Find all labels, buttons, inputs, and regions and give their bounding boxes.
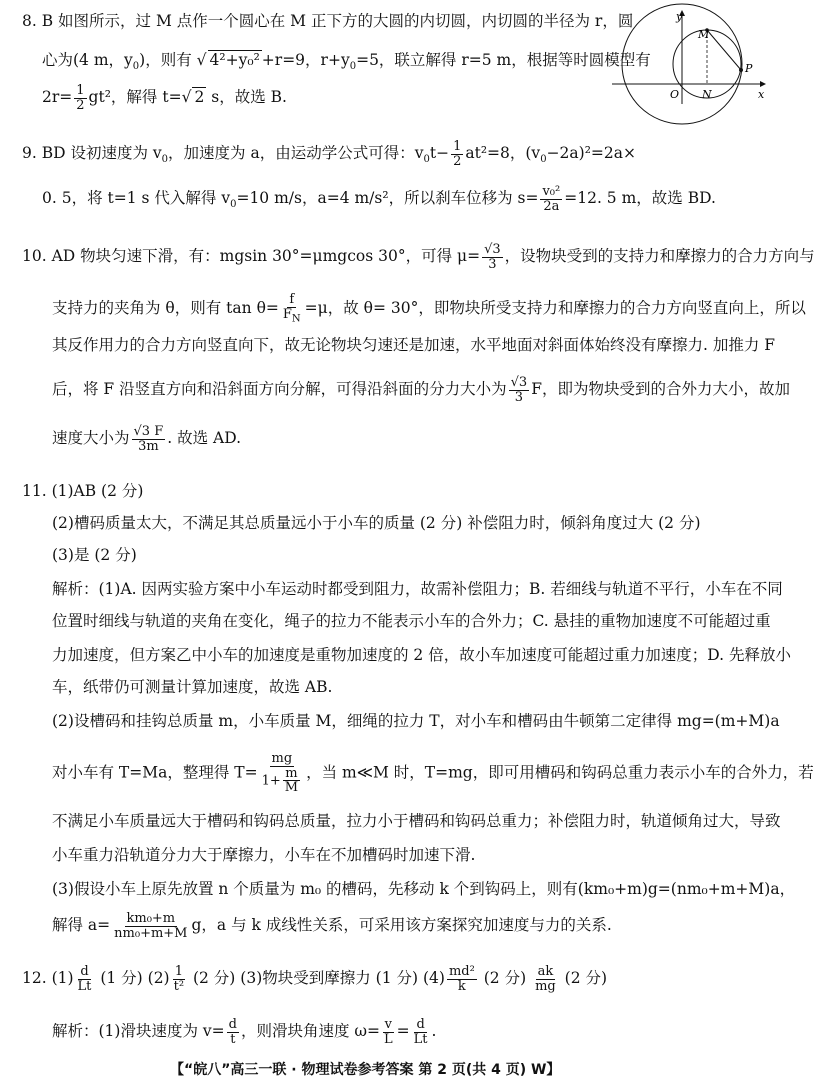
numerator: 1 <box>453 139 462 154</box>
text-seg: 解得 a= <box>52 916 111 935</box>
fraction-5 <box>533 965 558 993</box>
denominator: Lt <box>77 978 92 994</box>
q9-line1 <box>22 140 636 168</box>
denominator: mg <box>535 978 556 994</box>
fraction-half <box>451 140 463 168</box>
q9-line2 <box>42 185 716 213</box>
subscript: 0 <box>540 154 547 166</box>
q10-line2 <box>52 293 806 325</box>
fraction-a <box>112 912 189 940</box>
fraction-half <box>74 84 86 112</box>
sqrt-expr: 4²+y₀² <box>209 51 260 69</box>
q10-line3: 其反作用力的合力方向竖直向下，故无论物块匀速还是加速，水平地面对斜面体始终没有摩擦力. 加推力 F <box>52 336 776 354</box>
text-seg: =12. 5 m，故选 BD. <box>564 189 716 208</box>
q10-line4 <box>52 376 790 404</box>
subscript: 0 <box>349 61 357 73</box>
q11-l12: (3)假设小车上原先放置 n 个质量为 m₀ 的槽码，先移动 k 个到钩码上，则有(km₀+m)g=(nm₀+m+M)a， <box>52 880 796 898</box>
text-seg: +r=9，r+y <box>261 51 350 69</box>
q11-l3: (3)是 (2 分) <box>52 546 137 564</box>
label-O: O <box>670 88 680 101</box>
denominator: nm₀+m+M <box>114 925 188 941</box>
fraction-w2 <box>412 1018 430 1046</box>
text-seg: 支持力的夹角为 θ，则有 tan θ= <box>52 298 279 317</box>
text-seg: 解析：(1)滑块速度为 v= <box>52 1022 225 1041</box>
numerator: f <box>289 292 295 307</box>
q11-l2: (2)槽码质量太大，不满足其总质量远小于小车的质量 (2 分) 补偿阻力时，倾斜角度过大 (2 分) <box>52 514 701 532</box>
label-y: y <box>676 10 683 23</box>
fraction-w1 <box>382 1018 395 1046</box>
denominator: 2a <box>543 198 560 214</box>
denominator <box>260 767 304 795</box>
numerator: √3 <box>484 242 501 257</box>
fraction-f <box>509 376 530 404</box>
denominator: 3 <box>514 389 524 405</box>
chord-MP <box>707 30 741 70</box>
text-seg: at²=8，(v <box>465 144 541 163</box>
numerator: m <box>285 765 298 781</box>
q10-line5 <box>52 425 241 453</box>
text-seg: gt²，解得 t= <box>88 88 182 107</box>
subscript: 0 <box>423 154 430 166</box>
q11-l9 <box>52 752 814 795</box>
numerator: mg <box>271 751 293 766</box>
text-seg: ，当 m≪M 时，T=mg，即可用槽码和钩码总重力表示小车的合外力，若 <box>306 763 814 782</box>
denominator: Lt <box>413 1031 428 1047</box>
text-seg: t− <box>429 144 450 163</box>
text-seg: )，则有 <box>139 51 192 69</box>
q12-l2 <box>52 1018 436 1046</box>
q11-l8: (2)设槽码和挂钩总质量 m，小车质量 M，细绳的拉力 T，对小车和槽码由牛顿第二定律得 mg=(m+M)a <box>52 712 780 730</box>
text-seg: . 故选 AD. <box>167 429 242 448</box>
denominator: t² <box>173 978 185 994</box>
text-seg: 速度大小为 <box>52 429 130 448</box>
fraction-mu <box>482 243 503 271</box>
fraction-mM <box>283 767 300 795</box>
text-seg: ，则滑块角速度 ω= <box>240 1022 381 1041</box>
denominator <box>281 308 303 325</box>
text-seg: =μ，故 θ= 30°，即物块所受支持力和摩擦力的合力方向竖直向上，所以 <box>304 298 806 317</box>
denominator-text: 1+ <box>261 773 281 789</box>
text-seg: ，加速度为 a，由运动学公式可得：v <box>168 144 424 163</box>
text-seg: g，a 与 k 成线性关系，可采用该方案探究加速度与力的关系. <box>191 916 612 935</box>
q11-l4: 解析：(1)A. 因两实验方案中小车运动时都受到阻力，故需补偿阻力；B. 若细线与轨道不平行，小车在不同 <box>52 580 783 598</box>
sqrt-2: 2 <box>194 88 205 107</box>
subscript: 0 <box>132 61 140 73</box>
numerator: ak <box>537 964 554 979</box>
numerator: km₀+m <box>126 911 176 926</box>
numerator: √3 <box>510 375 528 390</box>
text-seg: =5，联立解得 r=5 m，根据等时圆模型有 <box>356 51 651 69</box>
text-seg: 后，将 F 沿竖直方向和沿斜面方向分解，可得沿斜面的分力大小为 <box>52 380 507 399</box>
label-N: N <box>702 88 712 101</box>
subscript: 0 <box>230 199 237 211</box>
text-seg: 心为(4 m，y <box>42 51 133 69</box>
q11-l5: 位置时细线与轨道的夹角在变化，绳子的拉力不能表示小车的合外力；C. 悬挂的重物加速度不可能超过重 <box>52 612 771 630</box>
fraction-tan <box>281 293 303 325</box>
text-seg: . <box>431 1022 437 1041</box>
label-x: x <box>758 88 765 101</box>
numerator: v <box>384 1017 393 1032</box>
fraction-2 <box>172 965 186 993</box>
denominator: 3m <box>138 438 159 454</box>
numerator: md² <box>448 964 475 979</box>
fraction-1 <box>76 965 94 993</box>
denominator: k <box>457 978 466 994</box>
circle-diagram <box>612 8 768 104</box>
text-seg: = <box>396 1022 410 1041</box>
q11-l1: 11. (1)AB (2 分) <box>22 482 144 500</box>
q8-line3: 2r= $\frac{1}{2}$ gt²，解得 t=√ 2 s，故选 B. <box>42 83 287 113</box>
q11-l13 <box>52 912 612 940</box>
fraction-s <box>540 185 562 213</box>
page-footer: 【“皖八”高三一联 · 物理试卷参考答案 第 2 页(共 4 页) W】 <box>170 1062 561 1078</box>
text-seg: (2 分) <box>478 969 532 988</box>
fraction-v <box>227 1018 239 1046</box>
label-M: M <box>698 28 710 41</box>
fraction-T <box>260 752 304 795</box>
q8-line1: 8. B 如图所示，过 M 点作一个圆心在 M 正下方的大圆的内切圆，内切圆的半径为 r，圆 <box>22 12 634 30</box>
numerator: d <box>80 964 89 979</box>
q8-line2: 心为(4 m，$y_0$)，则有 √ 4²+y₀² +r=9，$r+y_0=5$，联立解得 r=5 m，根据等时圆模型有 <box>42 51 651 73</box>
x-axis-arrow <box>760 81 766 87</box>
q10-line1 <box>22 243 815 271</box>
text-seg: 9. BD 设初速度为 v <box>22 144 162 163</box>
denominator: L <box>384 1031 393 1047</box>
q11-l7: 车，纸带仍可测量计算加速度，故选 AB. <box>52 678 333 696</box>
text-seg: 10. AD 物块匀速下滑，有：mgsin 30°=μmgcos 30°，可得 μ= <box>22 247 481 266</box>
label-P: P <box>745 62 753 75</box>
text-seg: =10 m/s，a=4 m/s²，所以刹车位移为 s= <box>236 189 539 208</box>
q12-l1 <box>22 965 607 993</box>
text-seg: −2a)²=2a× <box>546 144 636 163</box>
denominator: t <box>230 1031 236 1047</box>
text-seg: 2r= <box>42 88 73 107</box>
subscript: 0 <box>161 154 169 166</box>
point-P <box>739 68 743 72</box>
q11-l11: 小车重力沿轨道分力大于摩擦力，小车在不加槽码时加速下滑. <box>52 846 476 864</box>
denominator: 2 <box>453 153 462 169</box>
subscript: N <box>291 313 301 325</box>
text-seg: (2 分) <box>559 969 608 988</box>
text-seg: 对小车有 T=Ma，整理得 T= <box>52 763 258 782</box>
text-seg: ，设物块受到的支持力和摩擦力的合力方向与 <box>504 247 815 266</box>
numerator: 1 <box>174 964 183 979</box>
numerator: d <box>416 1017 425 1032</box>
text-seg: 12. (1) <box>22 969 74 988</box>
denominator: 3 <box>488 256 497 272</box>
denominator-text: F <box>282 306 292 322</box>
q11-l10: 不满足小车质量远大于槽码和钩码总质量，拉力小于槽码和钩码总重力；补偿阻力时，轨道倾角过大，导致 <box>52 812 781 830</box>
denominator: M <box>284 780 299 796</box>
text-seg: 0. 5，将 t=1 s 代入解得 v <box>42 189 231 208</box>
numerator: d <box>228 1017 237 1032</box>
text-seg: (2 分) (3)物块受到摩擦力 (1 分) (4) <box>188 969 445 988</box>
fraction-4 <box>447 965 477 993</box>
text-seg: s，故选 B. <box>206 88 287 107</box>
text-seg: F，即为物块受到的合外力大小，故加 <box>531 380 790 399</box>
numerator: v₀² <box>542 184 561 199</box>
fraction-acc <box>132 425 166 453</box>
q11-l6: 力加速度，但方案乙中小车的加速度是重物加速度的 2 倍，故小车加速度可能超过重力加速度；D. 先释放小 <box>52 646 791 664</box>
denominator: 2 <box>76 97 85 113</box>
text-seg: (1 分) (2) <box>95 969 170 988</box>
numerator: √3 F <box>133 424 164 439</box>
numerator: 1 <box>76 83 85 98</box>
